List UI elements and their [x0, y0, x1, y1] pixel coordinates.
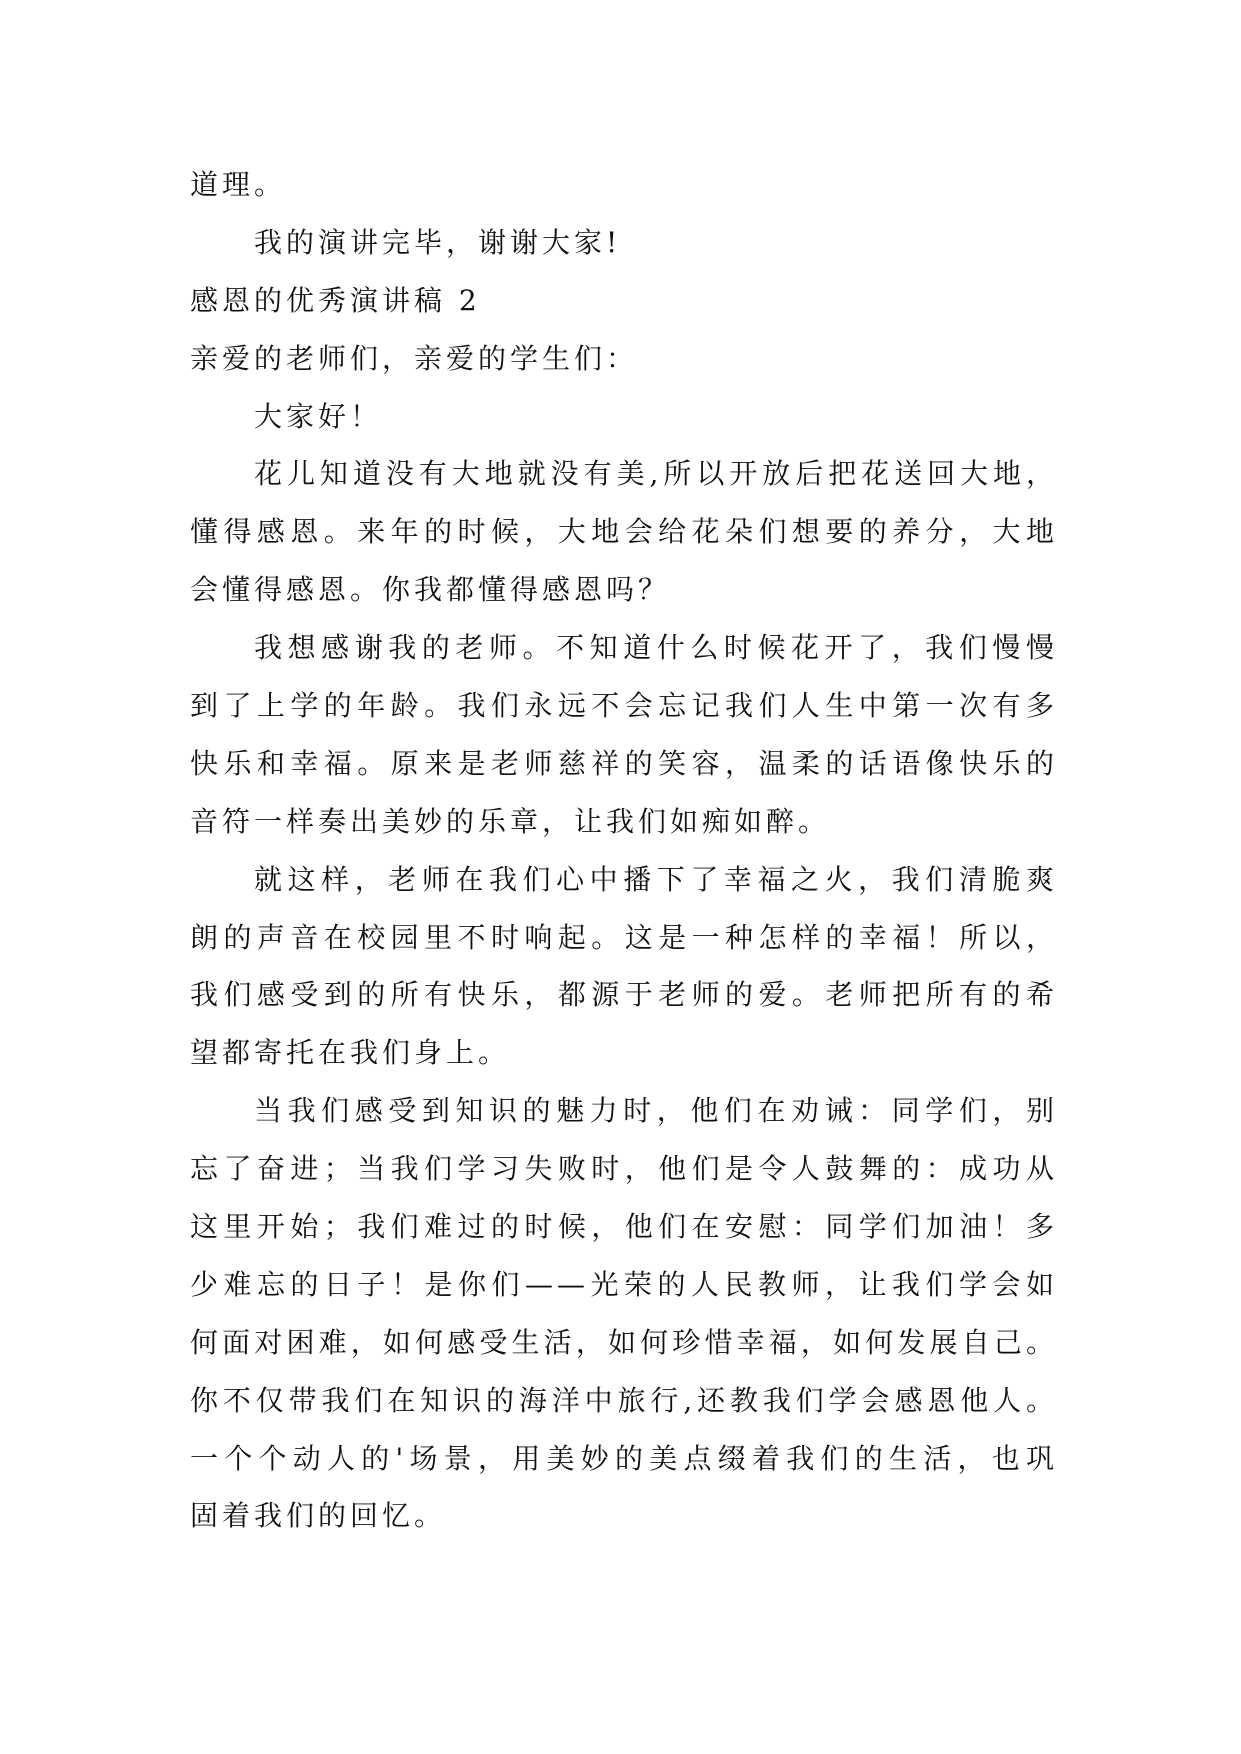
paragraph-line: 你不仅带我们在知识的海洋中旅行,还教我们学会感恩他人。 [190, 1383, 1058, 1417]
paragraph-line: 音符一样奏出美妙的乐章，让我们如痴如醉。 [190, 804, 831, 838]
paragraph-line: 我们感受到的所有快乐，都源于老师的爱。老师把所有的希 [190, 978, 1058, 1012]
paragraph-line: 少难忘的日子！是你们——光荣的人民教师，让我们学会如 [190, 1267, 1058, 1301]
paragraph [190, 445, 1058, 619]
paragraph-line: 望都寄托在我们身上。 [190, 1036, 511, 1070]
paragraph-line: 花儿知道没有大地就没有美,所以开放后把花送回大地， [254, 457, 1058, 491]
salutation: 亲爱的老师们，亲爱的学生们： [190, 341, 639, 375]
paragraph-line: 当我们感受到知识的魅力时，他们在劝诫：同学们，别 [254, 1094, 1058, 1128]
paragraph-line: 就这样，老师在我们心中播下了幸福之火，我们清脆爽 [254, 862, 1058, 896]
paragraph-line: 何面对困难，如何感受生活，如何珍惜幸福，如何发展自己。 [190, 1325, 1058, 1359]
paragraph-line: 忘了奋进；当我们学习失败时，他们是令人鼓舞的：成功从 [190, 1152, 1058, 1186]
section-title: 感恩的优秀演讲稿 2 [190, 283, 481, 317]
continuation-line: 道理。 [190, 168, 287, 201]
paragraph-line: 快乐和幸福。原来是老师慈祥的笑容，温柔的话语像快乐的 [190, 746, 1058, 780]
paragraph-line: 一个个动人的'场景，用美妙的美点缀着我们的生活，也巩 [190, 1441, 1058, 1475]
paragraph-line: 朗的声音在校园里不时响起。这是一种怎样的幸福！所以， [190, 920, 1058, 954]
paragraph-line: 我想感谢我的老师。不知道什么时候花开了，我们慢慢 [254, 631, 1058, 665]
paragraph [190, 619, 1058, 851]
paragraph-line: 懂得感恩。来年的时候，大地会给花朵们想要的养分，大地 [190, 515, 1058, 549]
paragraph-line: 固着我们的回忆。 [190, 1499, 447, 1533]
closing-line: 我的演讲完毕，谢谢大家! [254, 225, 622, 259]
paragraph-line: 到了上学的年龄。我们永远不会忘记我们人生中第一次有多 [190, 689, 1058, 723]
paragraph [190, 1082, 1058, 1545]
text-column [190, 156, 1058, 1545]
paragraph-line: 会懂得感恩。你我都懂得感恩吗？ [190, 573, 671, 607]
paragraph [190, 851, 1058, 1083]
paragraph-line: 这里开始；我们难过的时候，他们在安慰：同学们加油！多 [190, 1210, 1058, 1244]
greeting: 大家好！ [254, 399, 383, 433]
